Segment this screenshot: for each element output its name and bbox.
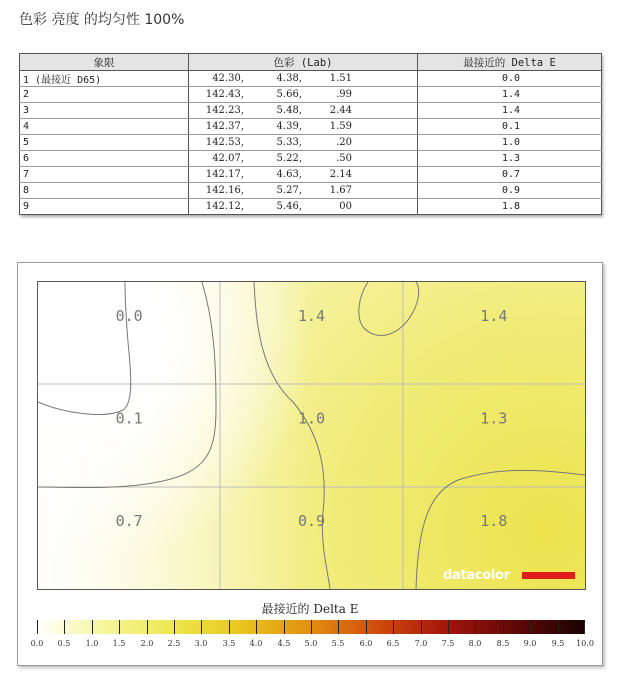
lab-b-value: .99 [336, 89, 352, 100]
lab-table [19, 53, 601, 215]
colorbar-tick [92, 620, 93, 634]
lab-b-value: .20 [336, 137, 352, 148]
cell-delta-e: 1.4 [418, 87, 602, 103]
cell-delta-e: 1.8 [418, 199, 602, 215]
cell-quadrant: 7 [20, 167, 189, 183]
lab-l-value: 142.53, [205, 137, 244, 148]
lab-l-value: 142.12, [205, 201, 244, 212]
colorbar-tick [147, 620, 148, 634]
colorbar-tick [558, 620, 559, 634]
colorbar-tick [338, 620, 339, 634]
lab-a-value: 5.33, [276, 137, 302, 148]
cell-value-label: 1.4 [480, 307, 508, 326]
table-row [20, 151, 602, 167]
colorbar-tick-label: 3.5 [222, 639, 236, 648]
colorbar-tick [229, 620, 230, 634]
cell-value-label: 0.0 [115, 307, 143, 326]
datacolor-logo: datacolor [443, 568, 510, 583]
lab-l-value: 142.17, [205, 169, 244, 180]
colorbar-tick-label: 8.5 [496, 639, 510, 648]
lab-a-value: 4.63, [276, 169, 302, 180]
cell-lab [189, 119, 418, 135]
cell-lab [189, 199, 418, 215]
colorbar-tick-label: 7.5 [441, 639, 455, 648]
colorbar-tick [284, 620, 285, 634]
lab-l-value: 142.37, [205, 121, 244, 132]
colorbar-tick-label: 9.0 [523, 639, 537, 648]
lab-a-value: 5.48, [276, 105, 302, 116]
lab-a-value: 5.27, [276, 185, 302, 196]
table-row [20, 183, 602, 199]
colorbar-tick-label: 0.5 [57, 639, 71, 648]
colorbar-tick-label: 2.5 [167, 639, 181, 648]
cell-quadrant: 5 [20, 135, 189, 151]
colorbar-tick [503, 620, 504, 634]
lab-b-value: .50 [336, 153, 352, 164]
heatmap-svg [38, 282, 585, 589]
colorbar-title: 最接近的 Delta E [261, 602, 359, 616]
cell-quadrant: 2 [20, 87, 189, 103]
colorbar-tick-label: 4.0 [249, 639, 263, 648]
lab-l-value: 142.23, [205, 105, 244, 116]
lab-a-value: 5.46, [276, 201, 302, 212]
cell-lab [189, 135, 418, 151]
cell-delta-e: 0.9 [418, 183, 602, 199]
cell-lab [189, 151, 418, 167]
cell-delta-e: 1.0 [418, 135, 602, 151]
lab-b-value: 2.44 [329, 105, 352, 116]
cell-lab [189, 71, 418, 87]
cell-quadrant: 3 [20, 103, 189, 119]
colorbar-tick-label: 7.0 [414, 639, 428, 648]
colorbar-tick [530, 620, 531, 634]
lab-l-value: 42.07, [212, 153, 244, 164]
lab-l-value: 42.30, [212, 73, 244, 84]
table-header-row [20, 54, 602, 71]
cell-value-label: 1.8 [480, 511, 508, 530]
lab-b-value: 2.14 [329, 169, 352, 180]
table-row [20, 103, 602, 119]
lab-b-value: 1.51 [329, 73, 352, 84]
cell-quadrant: 6 [20, 151, 189, 167]
colorbar-tick [201, 620, 202, 634]
cell-delta-e: 0.1 [418, 119, 602, 135]
cell-value-label: 1.3 [480, 409, 508, 428]
header-delta-e: 最接近的 Delta E [418, 54, 602, 71]
cell-quadrant: 8 [20, 183, 189, 199]
table-row [20, 135, 602, 151]
colorbar-tick [256, 620, 257, 634]
table-row [20, 71, 602, 87]
colorbar-tick-label: 5.5 [331, 639, 345, 648]
heatmap-plot [37, 281, 586, 590]
cell-lab [189, 167, 418, 183]
colorbar-tick [174, 620, 175, 634]
lab-b-value: 00 [339, 201, 352, 212]
colorbar-tick-label: 0.0 [30, 639, 44, 648]
lab-a-value: 5.66, [276, 89, 302, 100]
cell-delta-e: 1.4 [418, 103, 602, 119]
colorbar-tick-label: 9.5 [551, 639, 565, 648]
colorbar-tick [366, 620, 367, 634]
cell-value-label: 0.7 [115, 511, 143, 530]
colorbar-tick-label: 8.0 [468, 639, 482, 648]
colorbar-tick-label: 1.0 [85, 639, 99, 648]
colorbar-tick [448, 620, 449, 634]
header-lab: 色彩 (Lab) [189, 54, 418, 71]
colorbar-tick-label: 10.0 [576, 639, 594, 648]
table-row [20, 87, 602, 103]
colorbar-tick [119, 620, 120, 634]
page-title: 色彩 亮度 的均匀性 100% [19, 12, 185, 28]
cell-value-label: 0.1 [115, 409, 143, 428]
colorbar-tick [475, 620, 476, 634]
datacolor-logo-bar [522, 572, 575, 579]
cell-quadrant: 1 (最接近 D65) [20, 71, 189, 87]
cell-delta-e: 1.3 [418, 151, 602, 167]
colorbar-tick [37, 620, 38, 634]
header-quadrant: 象限 [20, 54, 189, 71]
lab-a-value: 5.22, [276, 153, 302, 164]
lab-b-value: 1.59 [329, 121, 352, 132]
colorbar-tick [421, 620, 422, 634]
colorbar-tick [64, 620, 65, 634]
lab-b-value: 1.67 [329, 185, 352, 196]
table-row [20, 167, 602, 183]
cell-delta-e: 0.7 [418, 167, 602, 183]
cell-value-label: 1.0 [297, 409, 326, 428]
colorbar-tick [311, 620, 312, 634]
colorbar-tick-label: 6.0 [359, 639, 373, 648]
cell-lab [189, 183, 418, 199]
colorbar-tick [584, 620, 585, 634]
lab-l-value: 142.43, [205, 89, 244, 100]
colorbar-tick [393, 620, 394, 634]
colorbar-tick-label: 5.0 [304, 639, 318, 648]
lab-a-value: 4.39, [276, 121, 302, 132]
cell-value-label: 1.4 [297, 307, 326, 326]
colorbar-tick-label: 1.5 [112, 639, 126, 648]
colorbar-tick-label: 4.5 [277, 639, 291, 648]
heatmap-white-glow [38, 282, 585, 589]
colorbar-tick-label: 3.0 [194, 639, 208, 648]
colorbar-tick-label: 2.0 [140, 639, 154, 648]
cell-value-label: 0.9 [297, 511, 326, 530]
cell-quadrant: 9 [20, 199, 189, 215]
cell-quadrant: 4 [20, 119, 189, 135]
lab-a-value: 4.38, [276, 73, 302, 84]
colorbar-tick-label: 6.5 [386, 639, 400, 648]
table-row [20, 199, 602, 215]
cell-lab [189, 103, 418, 119]
cell-lab [189, 87, 418, 103]
lab-l-value: 142.16, [205, 185, 244, 196]
table-row [20, 119, 602, 135]
cell-delta-e: 0.0 [418, 71, 602, 87]
